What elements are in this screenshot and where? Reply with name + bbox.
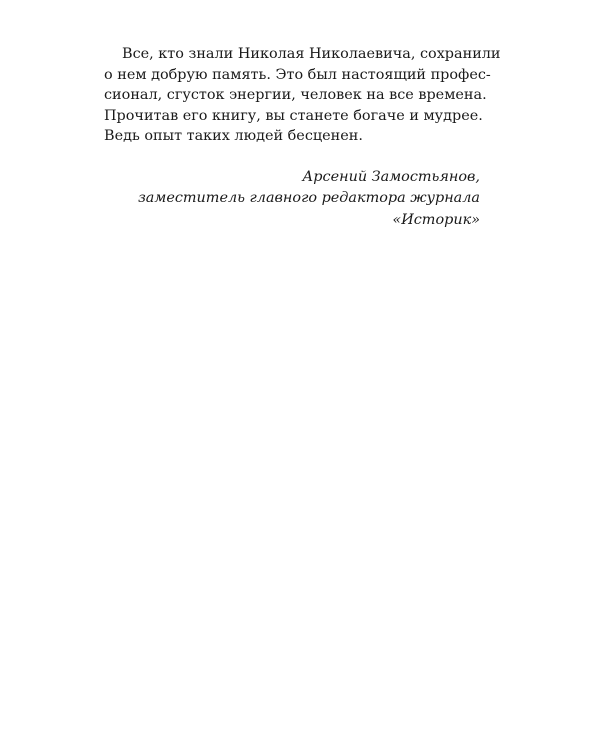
text-block: [104, 44, 501, 231]
paragraph-line: Ведь опыт таких людей бесценен.: [104, 128, 363, 144]
signature-block: [104, 167, 480, 232]
paragraph-line: сионал, сгусток энергии, человек на все времена.: [104, 87, 487, 103]
signature-publication: «Историк»: [392, 211, 480, 228]
body-paragraph: [104, 44, 501, 147]
paragraph-line: Прочитав его книгу, вы станете богаче и мудрее.: [104, 107, 483, 124]
paragraph-line: о нем добрую память. Это был настоящий профес-: [104, 66, 491, 83]
signature-position: заместитель главного редактора журнала: [137, 190, 480, 206]
signature-author: Арсений Замостьянов,: [302, 168, 480, 185]
paragraph-line: Все, кто знали Николая Николаевича, сохранили: [122, 46, 501, 62]
